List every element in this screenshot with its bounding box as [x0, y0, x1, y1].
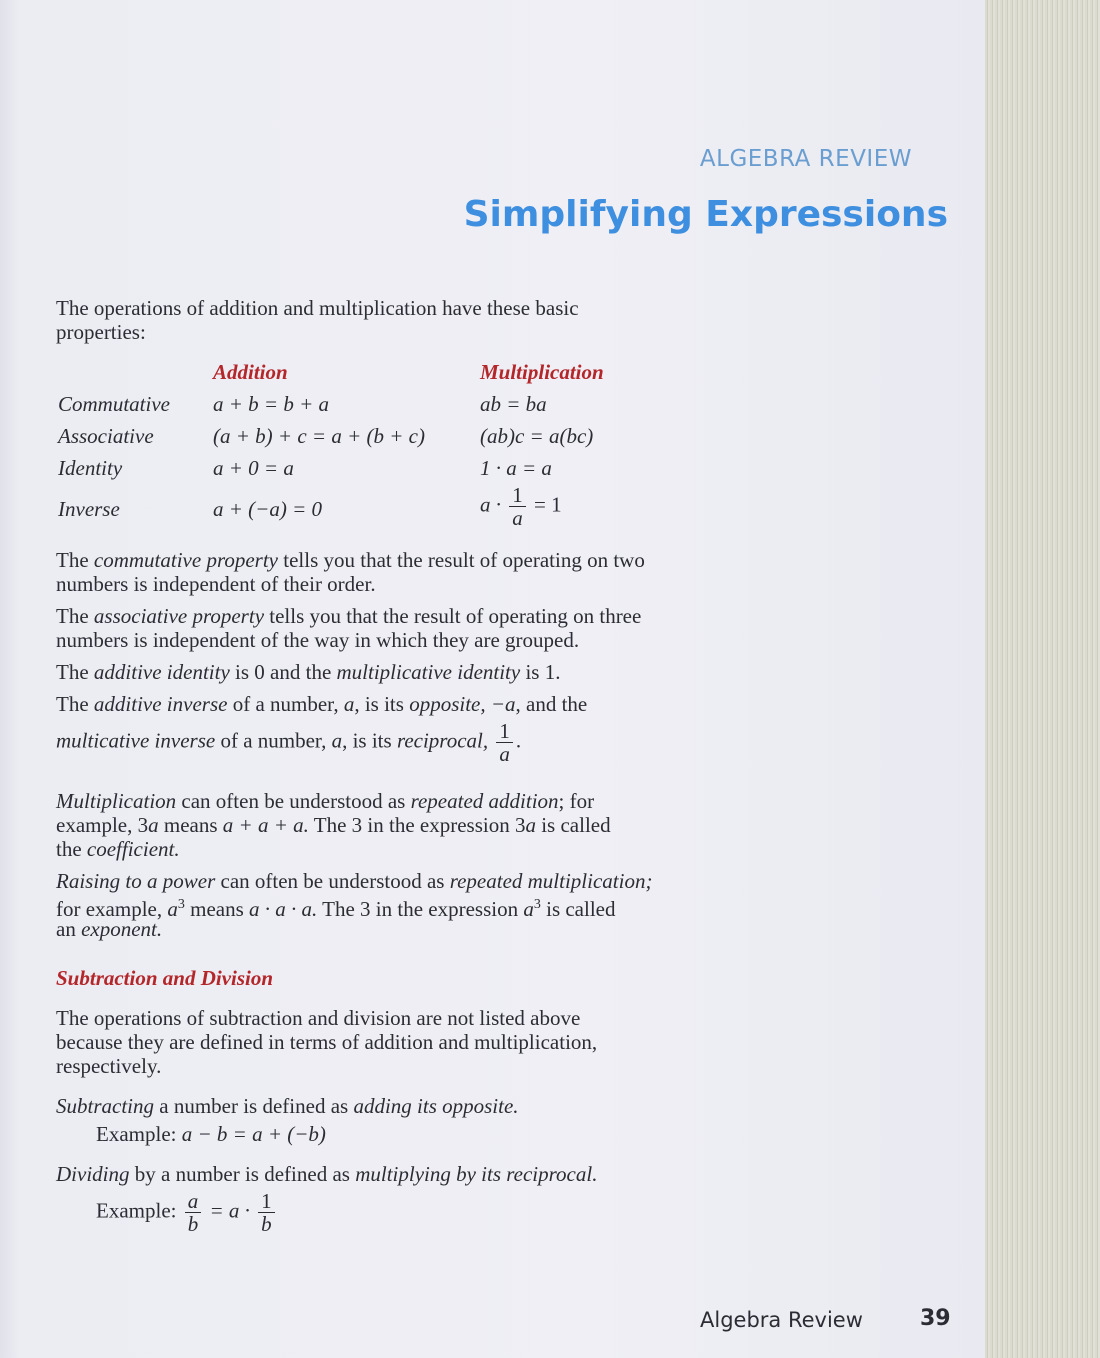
footer-section-label: Algebra Review: [700, 1308, 863, 1332]
para-multiplication-line-3: the coefficient.: [56, 837, 180, 861]
para-commutative-line-2: numbers is independent of their order.: [56, 572, 376, 596]
table-header-multiplication: Multiplication: [480, 360, 604, 384]
row-name-identity: Identity: [58, 456, 123, 480]
page-title: Simplifying Expressions: [463, 194, 948, 235]
para-commutative-line-1: The commutative property tells you that the result of operating on two: [56, 548, 645, 572]
para-associative-line-1: The associative property tells you that the result of operating on three: [56, 604, 642, 628]
para-identity: The additive identity is 0 and the multiplicative identity is 1.: [56, 660, 561, 684]
intro-line-2: properties:: [56, 320, 146, 344]
subtracting-example: Example: a − b = a + (−b): [96, 1122, 326, 1146]
para-power-line-2: for example, $a^3$ means a · a · a. The 3 in the expression $a^3$ is called: [56, 897, 616, 921]
row-add-commutative: a + b = b + a: [213, 392, 330, 416]
reciprocal-fraction-inline: $\frac{1}{a}$: [496, 720, 513, 765]
subdiv-line-3: respectively.: [56, 1054, 162, 1078]
table-header-addition: Addition: [213, 360, 288, 384]
row-add-identity: a + 0 = a: [213, 456, 294, 480]
row-name-inverse: Inverse: [58, 497, 120, 521]
subdiv-line-2: because they are defined in terms of addition and multiplication,: [56, 1030, 598, 1054]
fraction-a-over-b: $\frac{a}{b}$: [185, 1190, 202, 1235]
row-name-associative: Associative: [58, 424, 154, 448]
reciprocal-fraction: $\frac{1}{a}$: [509, 484, 526, 529]
page-number: 39: [920, 1306, 951, 1331]
section-kicker: ALGEBRA REVIEW: [699, 146, 912, 172]
para-associative-line-2: numbers is independent of the way in which they are grouped.: [56, 628, 580, 652]
para-multiplication-line-1: Multiplication can often be understood as repeated addition; for: [56, 789, 595, 813]
section-heading-subtraction-division: Subtraction and Division: [56, 966, 274, 990]
dividing-definition: Dividing by a number is defined as multiplying by its reciprocal.: [56, 1162, 598, 1186]
row-mul-commutative: ab = ba: [480, 392, 547, 416]
row-add-associative: (a + b) + c = a + (b + c): [213, 424, 425, 448]
intro-line-1: The operations of addition and multiplication have these basic: [56, 296, 579, 320]
dividing-example: Example: $\frac{a}{b}$ = a · $\frac{1}{b}$: [96, 1190, 278, 1235]
row-mul-associative: (ab)c = a(bc): [480, 424, 594, 448]
para-inverse-line-2: multicative inverse of a number, a, is its reciprocal, $\frac{1}{a}$ .: [56, 719, 522, 766]
para-power-line-1: Raising to a power can often be understood as repeated multiplication;: [56, 869, 653, 893]
subdiv-line-1: The operations of subtraction and division are not listed above: [56, 1006, 581, 1030]
row-mul-inverse: a · $\frac{1}{a}$ = 1: [480, 483, 562, 530]
subtracting-definition: Subtracting a number is defined as adding its opposite.: [56, 1094, 519, 1118]
page-edge: [985, 0, 1100, 1358]
para-multiplication-line-2: example, 3a means a + a + a. The 3 in the expression 3a is called: [56, 813, 611, 837]
para-inverse-line-1: The additive inverse of a number, a, is its opposite, −a, and the: [56, 692, 588, 716]
row-mul-identity: 1 · a = a: [480, 456, 552, 480]
row-name-commutative: Commutative: [58, 392, 170, 416]
para-power-line-3: an exponent.: [56, 917, 163, 941]
fraction-1-over-b: $\frac{1}{b}$: [258, 1190, 275, 1235]
row-add-inverse: a + (−a) = 0: [213, 497, 322, 521]
